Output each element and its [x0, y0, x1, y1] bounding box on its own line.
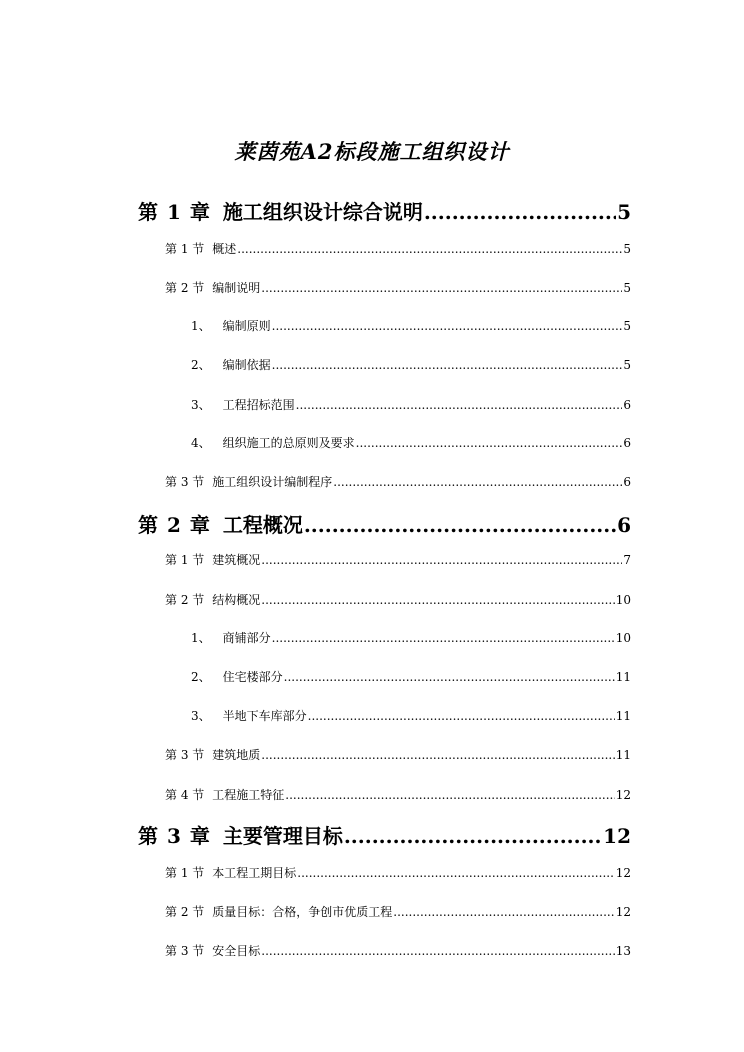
toc-entry-page: 11 — [615, 748, 631, 762]
toc-dot-leader — [308, 709, 615, 723]
toc-entry-page: 12 — [603, 824, 631, 848]
toc-entry-title: 概述 — [212, 242, 237, 256]
toc-dot-leader — [424, 200, 616, 224]
toc-entry-page: 11 — [615, 709, 631, 723]
toc-entry-number: 第 1 章 — [138, 200, 211, 224]
toc-dot-leader — [356, 436, 623, 450]
toc-entry-number: 第 3 节 — [165, 944, 205, 958]
toc-entry-page: 5 — [623, 319, 631, 333]
toc-entry-number: 4、 — [191, 436, 211, 450]
toc-entry-title: 编制原则 — [222, 319, 271, 333]
toc-section-2-4[interactable] — [165, 786, 631, 803]
toc-item-2-2-2[interactable] — [191, 668, 631, 685]
toc-item-1-2-4[interactable] — [191, 434, 631, 451]
toc-section-2-1[interactable] — [165, 551, 631, 568]
toc-section-3-2[interactable] — [165, 903, 631, 920]
toc-entry-number: 第 3 节 — [165, 475, 205, 489]
toc-entry-page: 6 — [617, 513, 631, 537]
toc-dot-leader — [261, 748, 614, 762]
toc-dot-leader — [296, 398, 623, 412]
toc-section-1-3[interactable] — [165, 473, 631, 490]
toc-entry-title: 安全目标 — [212, 944, 261, 958]
toc-dot-leader — [333, 475, 622, 489]
toc-section-1-1[interactable] — [165, 240, 631, 257]
toc-dot-leader — [284, 670, 615, 684]
toc-item-2-2-3[interactable] — [191, 707, 631, 724]
toc-dot-leader — [393, 905, 614, 919]
toc-entry-page: 12 — [615, 866, 631, 880]
toc-entry-number: 2、 — [191, 358, 211, 372]
toc-dot-leader — [261, 553, 622, 567]
toc-entry-number: 第 1 节 — [165, 553, 205, 567]
toc-entry-title: 商铺部分 — [222, 631, 271, 645]
toc-entry-title: 本工程工期目标 — [212, 866, 297, 880]
toc-entry-title: 工程招标范围 — [222, 398, 295, 412]
toc-entry-page: 5 — [623, 281, 631, 295]
toc-dot-leader — [272, 358, 623, 372]
toc-dot-leader — [261, 944, 614, 958]
toc-entry-number: 第 4 节 — [165, 788, 205, 802]
toc-entry-number: 第 2 节 — [165, 281, 205, 295]
toc-chapter-3[interactable] — [138, 820, 631, 849]
toc-item-1-2-2[interactable] — [191, 356, 631, 373]
toc-entry-title: 质量目标：合格，争创市优质工程 — [212, 905, 393, 919]
toc-section-3-1[interactable] — [165, 864, 631, 881]
toc-entry-number: 1、 — [191, 631, 211, 645]
toc-section-1-2[interactable] — [165, 279, 631, 296]
toc-entry-page: 12 — [615, 788, 631, 802]
toc-entry-page: 6 — [623, 436, 631, 450]
toc-entry-number: 3、 — [191, 709, 211, 723]
document-title: 莱茵苑A2标段施工组织设计 — [234, 139, 510, 164]
toc-entry-page: 7 — [623, 553, 631, 567]
toc-dot-leader — [297, 866, 614, 880]
toc-entry-page: 10 — [615, 631, 631, 645]
toc-entry-title: 建筑地质 — [212, 748, 261, 762]
toc-entry-number: 第 3 章 — [138, 824, 211, 848]
toc-entry-title: 施工组织设计综合说明 — [222, 200, 423, 224]
toc-dot-leader — [237, 242, 622, 256]
toc-item-1-2-1[interactable] — [191, 317, 631, 334]
toc-entry-page: 11 — [615, 670, 631, 684]
toc-entry-title: 工程施工特征 — [212, 788, 285, 802]
toc-chapter-2[interactable] — [138, 509, 631, 538]
toc-entry-title: 施工组织设计编制程序 — [212, 475, 333, 489]
toc-entry-title: 组织施工的总原则及要求 — [222, 436, 355, 450]
toc-entry-page: 5 — [623, 242, 631, 256]
toc-entry-page: 6 — [623, 398, 631, 412]
toc-entry-number: 2、 — [191, 670, 211, 684]
toc-dot-leader — [261, 281, 622, 295]
toc-section-2-2[interactable] — [165, 591, 631, 608]
toc-item-2-2-1[interactable] — [191, 629, 631, 646]
toc-dot-leader — [285, 788, 614, 802]
toc-entry-title: 主要管理目标 — [222, 824, 343, 848]
toc-entry-number: 第 1 节 — [165, 866, 205, 880]
toc-entry-number: 第 2 节 — [165, 593, 205, 607]
toc-entry-number: 第 3 节 — [165, 748, 205, 762]
toc-dot-leader — [304, 513, 616, 537]
toc-dot-leader — [272, 631, 615, 645]
toc-dot-leader — [261, 593, 614, 607]
toc-entry-title: 住宅楼部分 — [222, 670, 283, 684]
toc-entry-title: 建筑概况 — [212, 553, 261, 567]
toc-entry-number: 1、 — [191, 319, 211, 333]
toc-section-2-3[interactable] — [165, 746, 631, 763]
toc-entry-title: 编制依据 — [222, 358, 271, 372]
toc-dot-leader — [344, 824, 602, 848]
toc-entry-title: 编制说明 — [212, 281, 261, 295]
toc-entry-page: 13 — [615, 944, 631, 958]
toc-entry-number: 第 2 章 — [138, 513, 211, 537]
toc-chapter-1[interactable] — [138, 196, 631, 225]
toc-entry-page: 12 — [615, 905, 631, 919]
toc-dot-leader — [272, 319, 623, 333]
toc-entry-title: 半地下车库部分 — [222, 709, 307, 723]
toc-entry-page: 5 — [617, 200, 631, 224]
toc-entry-number: 第 2 节 — [165, 905, 205, 919]
toc-section-3-3[interactable] — [165, 942, 631, 959]
toc-entry-page: 10 — [615, 593, 631, 607]
toc-entry-title: 工程概况 — [222, 513, 303, 537]
toc-item-1-2-3[interactable] — [191, 396, 631, 413]
toc-entry-page: 5 — [623, 358, 631, 372]
toc-entry-number: 3、 — [191, 398, 211, 412]
toc-entry-page: 6 — [623, 475, 631, 489]
toc-entry-title: 结构概况 — [212, 593, 261, 607]
toc-entry-number: 第 1 节 — [165, 242, 205, 256]
